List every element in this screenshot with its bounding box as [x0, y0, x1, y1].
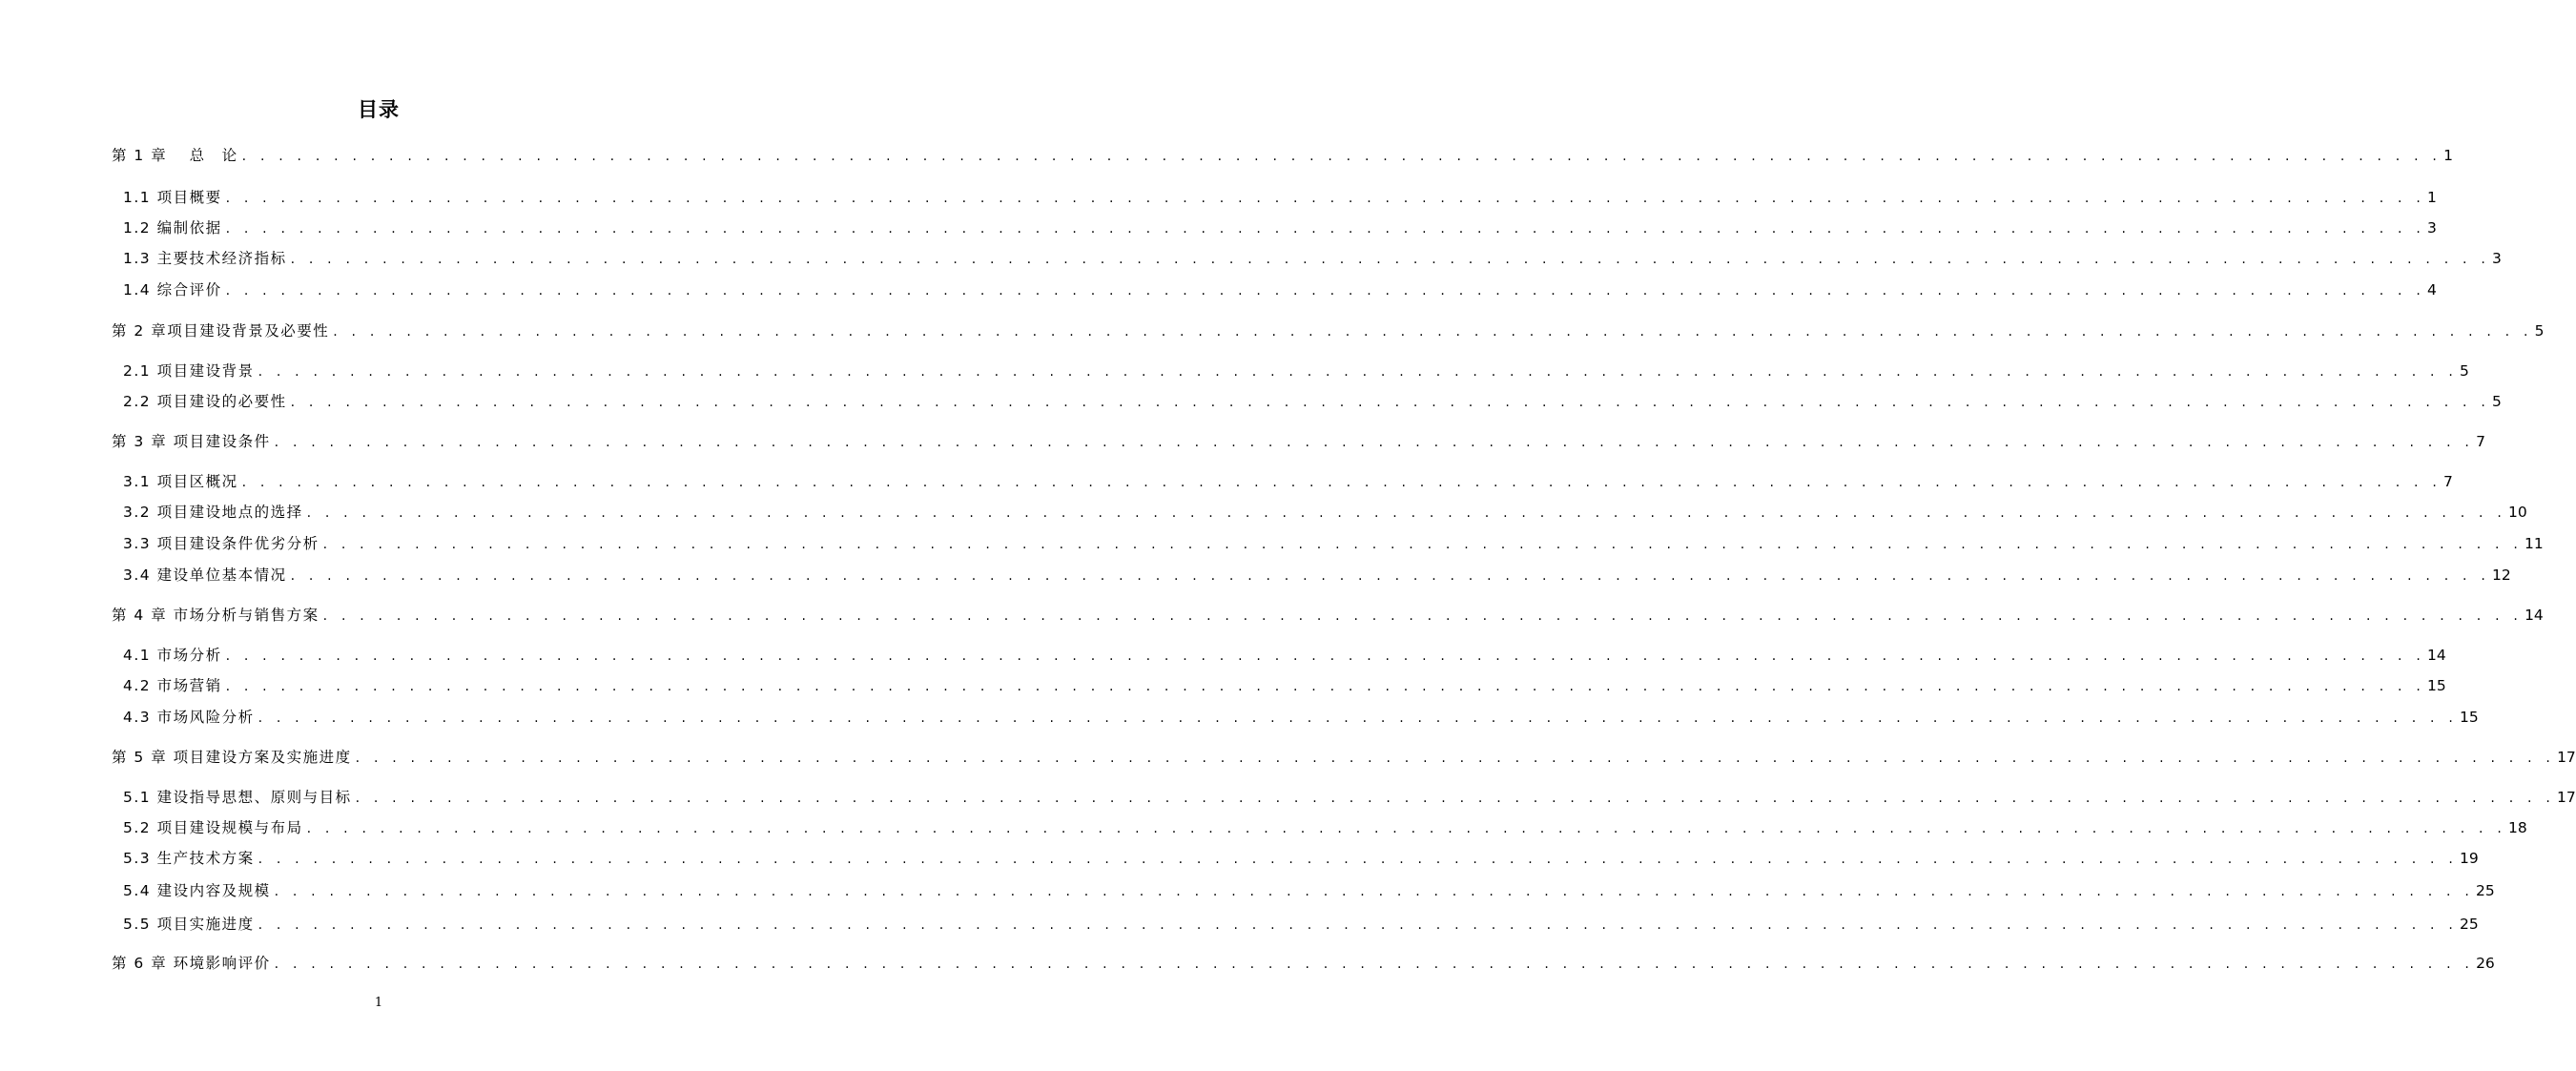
toc-dot-leader: . . . . . . . . . . . . . . . . . . . . . . . . . . . . . . . . . . . . . . . . . . . . . . . . . . . . . . . . . . . . . . . . . . . . . . . . . . . . . . . . . . . . . . . . . . . . . . . . . . . . . . . . . . . . . . . . . . . . . . . .	[225, 649, 2425, 664]
toc-entry-label: 3.2 项目建设地点的选择	[123, 504, 303, 521]
toc-dot-leader: . . . . . . . . . . . . . . . . . . . . . . . . . . . . . . . . . . . . . . . . . . . . . . . . . . . . . . . . . . . . . . . . . . . . . . . . . . . . . . . . . . . . . . . . . . . . . . . . . . . . . . . . . . . . . . . . . . . . . . . .	[322, 537, 2523, 552]
toc-entry-page: 14	[2426, 647, 2446, 664]
toc-entry-label: 第 6 章 环境影响评价	[112, 955, 271, 972]
toc-section-entry[interactable]	[123, 675, 2446, 697]
toc-dot-leader: . . . . . . . . . . . . . . . . . . . . . . . . . . . . . . . . . . . . . . . . . . . . . . . . . . . . . . . . . . . . . . . . . . . . . . . . . . . . . . . . . . . . . . . . . . . . . . . . . . . . . . . . . . . . . . . . . . . . . . . .	[274, 435, 2475, 450]
toc-section-entry[interactable]	[123, 187, 2437, 209]
toc-entry-page: 14	[2524, 607, 2544, 624]
toc-dot-leader: . . . . . . . . . . . . . . . . . . . . . . . . . . . . . . . . . . . . . . . . . . . . . . . . . . . . . . . . . . . . . . . . . . . . . . . . . . . . . . . . . . . . . . . . . . . . . . . . . . . . . . . . . . . . . . . . . . . . . . . .	[258, 364, 2458, 380]
toc-entry-label: 5.3 生产技术方案	[123, 850, 255, 867]
toc-dot-leader: . . . . . . . . . . . . . . . . . . . . . . . . . . . . . . . . . . . . . . . . . . . . . . . . . . . . . . . . . . . . . . . . . . . . . . . . . . . . . . . . . . . . . . . . . . . . . . . . . . . . . . . . . . . . . . . . . . . . . . . .	[333, 324, 2533, 340]
toc-dot-leader: . . . . . . . . . . . . . . . . . . . . . . . . . . . . . . . . . . . . . . . . . . . . . . . . . . . . . . . . . . . . . . . . . . . . . . . . . . . . . . . . . . . . . . . . . . . . . . . . . . . . . . . . . . . . . . . . . . . . . . . .	[241, 149, 2442, 164]
toc-entry-page: 5	[2459, 362, 2469, 380]
toc-section-entry[interactable]	[123, 217, 2437, 239]
toc-dot-leader: . . . . . . . . . . . . . . . . . . . . . . . . . . . . . . . . . . . . . . . . . . . . . . . . . . . . . . . . . . . . . . . . . . . . . . . . . . . . . . . . . . . . . . . . . . . . . . . . . . . . . . . . . . . . . . . . . . . . . . . .	[355, 751, 2556, 766]
toc-entry-label: 4.3 市场风险分析	[123, 709, 255, 726]
toc-entry-page: 1	[2426, 189, 2437, 206]
toc-dot-leader: . . . . . . . . . . . . . . . . . . . . . . . . . . . . . . . . . . . . . . . . . . . . . . . . . . . . . . . . . . . . . . . . . . . . . . . . . . . . . . . . . . . . . . . . . . . . . . . . . . . . . . . . . . . . . . . . . . . . . . . .	[306, 505, 2506, 521]
toc-entry-label: 第 4 章 市场分析与销售方案	[112, 607, 319, 624]
toc-section-entry[interactable]	[123, 391, 2502, 413]
toc-chapter-entry[interactable]	[112, 747, 2576, 769]
toc-entry-label: 5.5 项目实施进度	[123, 916, 255, 933]
toc-chapter-entry[interactable]	[112, 953, 2495, 975]
toc-section-entry[interactable]	[123, 787, 2576, 809]
toc-chapter-entry[interactable]	[112, 431, 2485, 453]
toc-section-entry[interactable]	[123, 360, 2469, 382]
toc-entry-label: 3.1 项目区概况	[123, 473, 238, 490]
toc-entry-label: 1.1 项目概要	[123, 189, 222, 206]
toc-dot-leader: . . . . . . . . . . . . . . . . . . . . . . . . . . . . . . . . . . . . . . . . . . . . . . . . . . . . . . . . . . . . . . . . . . . . . . . . . . . . . . . . . . . . . . . . . . . . . . . . . . . . . . . . . . . . . . . . . . . . . . . .	[274, 884, 2474, 899]
toc-entry-label: 1.2 编制依据	[123, 219, 222, 237]
toc-entry-label: 4.2 市场营销	[123, 677, 222, 694]
toc-section-entry[interactable]	[123, 880, 2495, 902]
toc-section-entry[interactable]	[123, 817, 2527, 839]
toc-chapter-entry[interactable]	[112, 605, 2544, 627]
toc-entry-page: 3	[2491, 250, 2502, 267]
toc-section-entry[interactable]	[123, 565, 2511, 587]
toc-dot-leader: . . . . . . . . . . . . . . . . . . . . . . . . . . . . . . . . . . . . . . . . . . . . . . . . . . . . . . . . . . . . . . . . . . . . . . . . . . . . . . . . . . . . . . . . . . . . . . . . . . . . . . . . . . . . . . . . . . . . . . . .	[225, 283, 2425, 299]
toc-entry-page: 12	[2491, 566, 2511, 584]
toc-chapter-entry[interactable]	[112, 320, 2545, 342]
toc-entry-page: 3	[2426, 219, 2437, 237]
toc-entry-page: 25	[2475, 882, 2495, 899]
toc-section-entry[interactable]	[123, 645, 2446, 667]
toc-entry-label: 3.4 建设单位基本情况	[123, 566, 287, 584]
toc-dot-leader: . . . . . . . . . . . . . . . . . . . . . . . . . . . . . . . . . . . . . . . . . . . . . . . . . . . . . . . . . . . . . . . . . . . . . . . . . . . . . . . . . . . . . . . . . . . . . . . . . . . . . . . . . . . . . . . . . . . . . . . .	[258, 917, 2458, 933]
toc-dot-leader: . . . . . . . . . . . . . . . . . . . . . . . . . . . . . . . . . . . . . . . . . . . . . . . . . . . . . . . . . . . . . . . . . . . . . . . . . . . . . . . . . . . . . . . . . . . . . . . . . . . . . . . . . . . . . . . . . . . . . . . .	[290, 252, 2490, 267]
toc-entry-label: 5.4 建设内容及规模	[123, 882, 271, 899]
toc-entry-page: 11	[2524, 535, 2544, 552]
toc-entry-page: 15	[2426, 677, 2446, 694]
toc-entry-page: 7	[2476, 433, 2485, 450]
toc-dot-leader: . . . . . . . . . . . . . . . . . . . . . . . . . . . . . . . . . . . . . . . . . . . . . . . . . . . . . . . . . . . . . . . . . . . . . . . . . . . . . . . . . . . . . . . . . . . . . . . . . . . . . . . . . . . . . . . . . . . . . . . .	[355, 791, 2555, 806]
toc-entry-label: 5.2 项目建设规模与布局	[123, 819, 303, 836]
toc-entry-page: 19	[2459, 850, 2479, 867]
toc-dot-leader: . . . . . . . . . . . . . . . . . . . . . . . . . . . . . . . . . . . . . . . . . . . . . . . . . . . . . . . . . . . . . . . . . . . . . . . . . . . . . . . . . . . . . . . . . . . . . . . . . . . . . . . . . . . . . . . . . . . . . . . .	[258, 711, 2458, 726]
toc-entry-label: 2.1 项目建设背景	[123, 362, 255, 380]
toc-section-entry[interactable]	[123, 248, 2502, 270]
toc-dot-leader: . . . . . . . . . . . . . . . . . . . . . . . . . . . . . . . . . . . . . . . . . . . . . . . . . . . . . . . . . . . . . . . . . . . . . . . . . . . . . . . . . . . . . . . . . . . . . . . . . . . . . . . . . . . . . . . . . . . . . . . .	[274, 957, 2475, 972]
toc-entry-page: 15	[2459, 709, 2479, 726]
page-number: 1	[374, 996, 383, 1010]
toc-entry-page: 26	[2476, 955, 2495, 972]
toc-entry-page: 10	[2507, 504, 2527, 521]
toc-dot-leader: . . . . . . . . . . . . . . . . . . . . . . . . . . . . . . . . . . . . . . . . . . . . . . . . . . . . . . . . . . . . . . . . . . . . . . . . . . . . . . . . . . . . . . . . . . . . . . . . . . . . . . . . . . . . . . . . . . . . . . . .	[258, 852, 2458, 867]
toc-entry-page: 7	[2442, 473, 2453, 490]
toc-entry-label: 2.2 项目建设的必要性	[123, 393, 287, 410]
toc-entry-label: 5.1 建设指导思想、原则与目标	[123, 789, 352, 806]
toc-section-entry[interactable]	[123, 914, 2479, 936]
toc-entry-page: 5	[2491, 393, 2502, 410]
toc-dot-leader: . . . . . . . . . . . . . . . . . . . . . . . . . . . . . . . . . . . . . . . . . . . . . . . . . . . . . . . . . . . . . . . . . . . . . . . . . . . . . . . . . . . . . . . . . . . . . . . . . . . . . . . . . . . . . . . . . . . . . . . .	[290, 568, 2490, 584]
toc-entry-label: 第 5 章 项目建设方案及实施进度	[112, 749, 352, 766]
toc-entry-label: 1.3 主要技术经济指标	[123, 250, 287, 267]
toc-entry-page: 17	[2556, 789, 2576, 806]
toc-entry-page: 4	[2426, 281, 2437, 299]
toc-entry-label: 第 1 章 总 论	[112, 147, 238, 164]
toc-dot-leader: . . . . . . . . . . . . . . . . . . . . . . . . . . . . . . . . . . . . . . . . . . . . . . . . . . . . . . . . . . . . . . . . . . . . . . . . . . . . . . . . . . . . . . . . . . . . . . . . . . . . . . . . . . . . . . . . . . . . . . . .	[225, 679, 2425, 694]
toc-dot-leader: . . . . . . . . . . . . . . . . . . . . . . . . . . . . . . . . . . . . . . . . . . . . . . . . . . . . . . . . . . . . . . . . . . . . . . . . . . . . . . . . . . . . . . . . . . . . . . . . . . . . . . . . . . . . . . . . . . . . . . . .	[322, 608, 2524, 624]
toc-entry-label: 第 3 章 项目建设条件	[112, 433, 271, 450]
toc-dot-leader: . . . . . . . . . . . . . . . . . . . . . . . . . . . . . . . . . . . . . . . . . . . . . . . . . . . . . . . . . . . . . . . . . . . . . . . . . . . . . . . . . . . . . . . . . . . . . . . . . . . . . . . . . . . . . . . . . . . . . . . .	[306, 821, 2506, 836]
toc-section-entry[interactable]	[123, 533, 2544, 555]
toc-section-entry[interactable]	[123, 848, 2479, 870]
toc-dot-leader: . . . . . . . . . . . . . . . . . . . . . . . . . . . . . . . . . . . . . . . . . . . . . . . . . . . . . . . . . . . . . . . . . . . . . . . . . . . . . . . . . . . . . . . . . . . . . . . . . . . . . . . . . . . . . . . . . . . . . . . .	[225, 191, 2425, 206]
toc-dot-leader: . . . . . . . . . . . . . . . . . . . . . . . . . . . . . . . . . . . . . . . . . . . . . . . . . . . . . . . . . . . . . . . . . . . . . . . . . . . . . . . . . . . . . . . . . . . . . . . . . . . . . . . . . . . . . . . . . . . . . . . .	[225, 221, 2425, 237]
toc-entry-page: 18	[2507, 819, 2527, 836]
toc-section-entry[interactable]	[123, 279, 2437, 301]
toc-section-entry[interactable]	[123, 707, 2479, 729]
toc-entry-page: 1	[2443, 147, 2453, 164]
toc-dot-leader: . . . . . . . . . . . . . . . . . . . . . . . . . . . . . . . . . . . . . . . . . . . . . . . . . . . . . . . . . . . . . . . . . . . . . . . . . . . . . . . . . . . . . . . . . . . . . . . . . . . . . . . . . . . . . . . . . . . . . . . .	[241, 475, 2442, 490]
toc-dot-leader: . . . . . . . . . . . . . . . . . . . . . . . . . . . . . . . . . . . . . . . . . . . . . . . . . . . . . . . . . . . . . . . . . . . . . . . . . . . . . . . . . . . . . . . . . . . . . . . . . . . . . . . . . . . . . . . . . . . . . . . .	[290, 395, 2490, 410]
toc-entry-label: 4.1 市场分析	[123, 647, 222, 664]
toc-section-entry[interactable]	[123, 471, 2453, 493]
toc-entry-page: 25	[2459, 916, 2479, 933]
toc-section-entry[interactable]	[123, 502, 2527, 524]
toc-title: 目录	[358, 98, 400, 121]
toc-entry-label: 1.4 综合评价	[123, 281, 222, 299]
toc-entry-label: 3.3 项目建设条件优劣分析	[123, 535, 319, 552]
toc-entry-page: 17	[2557, 749, 2576, 766]
toc-chapter-entry[interactable]	[112, 145, 2453, 167]
toc-entry-label: 第 2 章项目建设背景及必要性	[112, 322, 330, 340]
toc-entry-page: 5	[2534, 322, 2545, 340]
